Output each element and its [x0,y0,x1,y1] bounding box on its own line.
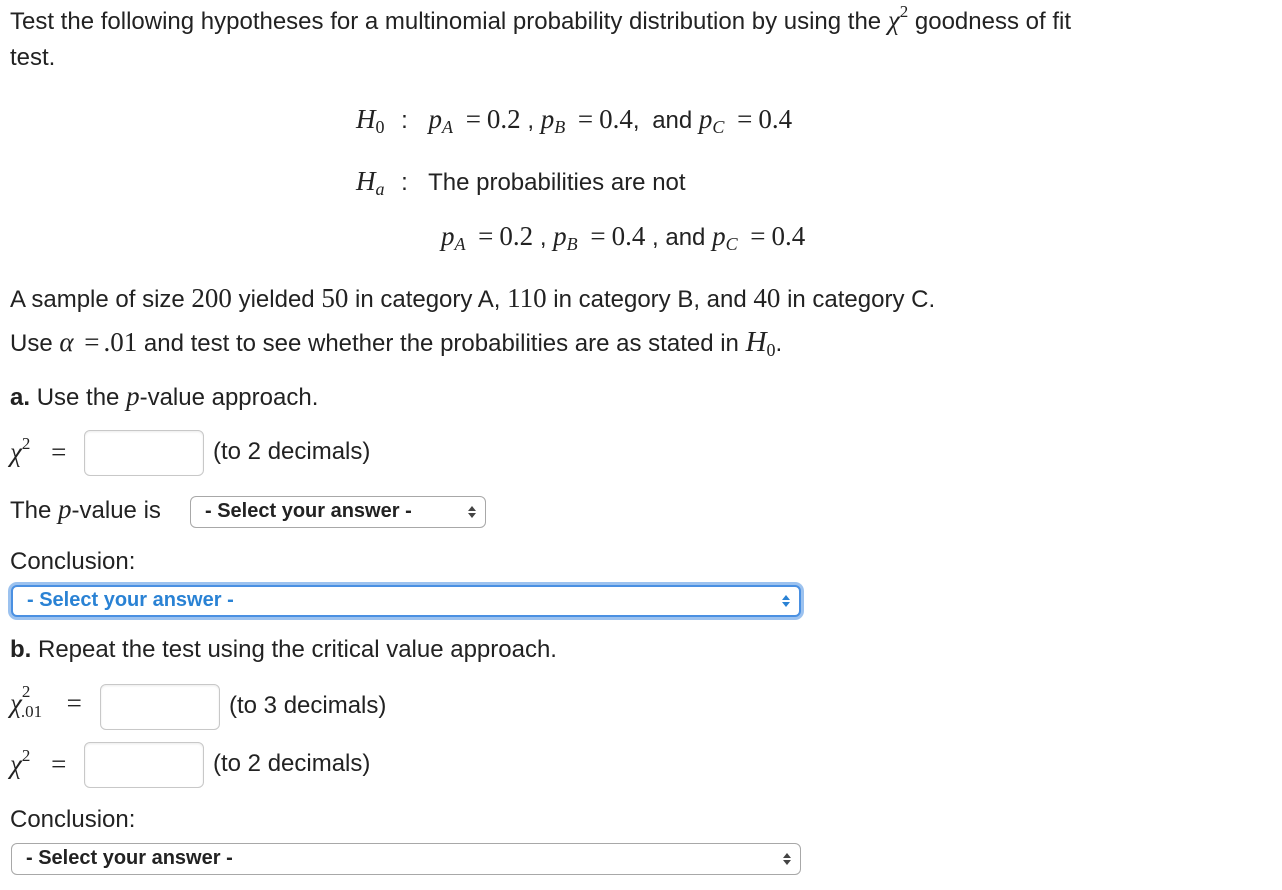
p-symbol: p [58,494,72,524]
pA-symbol: p [441,221,455,251]
equals: = [737,104,753,134]
count-a: 50 [321,283,349,313]
alpha-value: .01 [103,327,138,357]
equals: = [750,221,766,251]
chi-square-input-b[interactable] [84,742,204,788]
equals: = [84,327,100,357]
h0-colon: : [401,107,408,134]
pA-value: 0.2 [499,221,534,251]
comma: , [632,107,640,134]
pB-subscript: B [554,117,566,137]
text: in category A, [355,286,501,313]
critical-value-label [10,682,82,721]
chi-superscript: 2 [21,746,31,765]
chi-superscript: 2 [899,2,909,21]
ha-subscript: a [375,179,385,199]
text: Use the [36,384,120,411]
text: in category C. [787,286,936,313]
comma: , [652,224,659,251]
ha-symbol: H [356,166,376,196]
h0-subscript: 0 [766,340,776,360]
pB-symbol: p [553,221,567,251]
p-value-select-label: - Select your answer - [205,500,412,523]
p-symbol: p [126,381,140,411]
text: -value is [71,497,161,524]
chi-subscript: .01 [20,702,43,721]
sample-description [10,283,935,314]
ha-text: The probabilities are not [428,169,686,196]
part-b-heading [10,636,557,664]
critical-value-input[interactable] [100,684,220,730]
chi-symbol: χ [10,749,22,779]
equals: = [465,104,481,134]
conclusion-select-a-label: - Select your answer - [27,589,234,612]
equals: = [577,104,594,134]
conclusion-select-a[interactable] [11,585,801,617]
chi-square-input[interactable] [84,430,204,476]
equals: = [51,437,67,467]
period: . [775,330,783,357]
count-b: 110 [507,283,547,313]
p-value-select[interactable] [190,496,486,528]
chi-superscript: 2 [21,682,31,701]
equals: = [590,221,606,251]
ha-colon: : [401,169,408,196]
and-text: and [652,107,693,134]
text: Use [10,330,53,357]
chi-square-label-b [10,746,66,780]
pB-value: 0.4 [611,221,646,251]
pC-symbol: p [698,104,713,134]
p-value-label [10,494,161,525]
chi-symbol: χ [887,5,900,35]
select-arrows-icon [782,595,790,607]
pC-symbol: p [712,221,726,251]
h0-subscript: 0 [375,117,385,137]
select-arrows-icon [783,853,791,865]
h0-symbol: H [745,326,767,358]
pC-value: 0.4 [771,221,806,251]
text: The [10,497,52,524]
null-hypothesis [356,104,792,138]
conclusion-select-b-label: - Select your answer - [26,847,233,870]
chi-superscript: 2 [21,434,31,453]
conclusion-label-a: Conclusion: [10,548,136,575]
equals: = [66,688,82,718]
equals: = [51,749,67,779]
part-a-label: a. [10,384,31,411]
chi-square-hint-b: (to 2 decimals) [213,750,371,777]
comma: , [527,107,535,134]
alternative-hypothesis [356,166,686,200]
pC-value: 0.4 [758,104,793,134]
pC-subscript: C [725,234,738,254]
alternative-hypothesis-values [441,221,805,255]
part-b-label: b. [10,636,32,663]
part-a-heading [10,381,318,412]
select-arrows-icon [468,506,476,518]
intro-text-end: goodness of fit [914,8,1071,35]
critical-value-hint: (to 3 decimals) [229,692,387,719]
chi-symbol: χ [10,437,22,467]
comma: , [539,224,547,251]
text: A sample of size [10,286,185,313]
and-text: and [665,224,706,251]
equals: = [478,221,494,251]
intro-line-2: test. [10,44,56,71]
text: yielded [238,286,315,313]
sample-size: 200 [191,283,232,313]
pA-value: 0.2 [486,104,521,134]
pB-value: 0.4 [599,104,633,134]
count-c: 40 [753,283,781,313]
text: Repeat the test using the critical value approach. [38,636,557,663]
conclusion-select-b[interactable] [11,843,801,875]
text: -value approach. [139,384,319,411]
text: and test to see whether the probabilities are as stated in [143,330,739,357]
intro-line-1 [10,2,1071,36]
alpha-symbol: α [59,327,74,357]
pA-subscript: A [454,234,466,254]
chi-sup-sub [20,682,52,721]
intro-text: Test the following hypotheses for a multinomial probability distribution by using the [10,8,882,35]
pB-symbol: p [540,104,555,134]
chi-square-hint: (to 2 decimals) [213,438,371,465]
h0-symbol: H [356,104,376,134]
alpha-instruction [10,326,782,361]
pA-symbol: p [428,104,443,134]
chi-symbol: χ [10,688,22,718]
text: in category B, and [553,286,747,313]
pA-subscript: A [442,117,454,137]
conclusion-label-b: Conclusion: [10,806,136,833]
pC-subscript: C [712,117,725,137]
pB-subscript: B [566,234,578,254]
chi-square-label-a [10,434,66,468]
